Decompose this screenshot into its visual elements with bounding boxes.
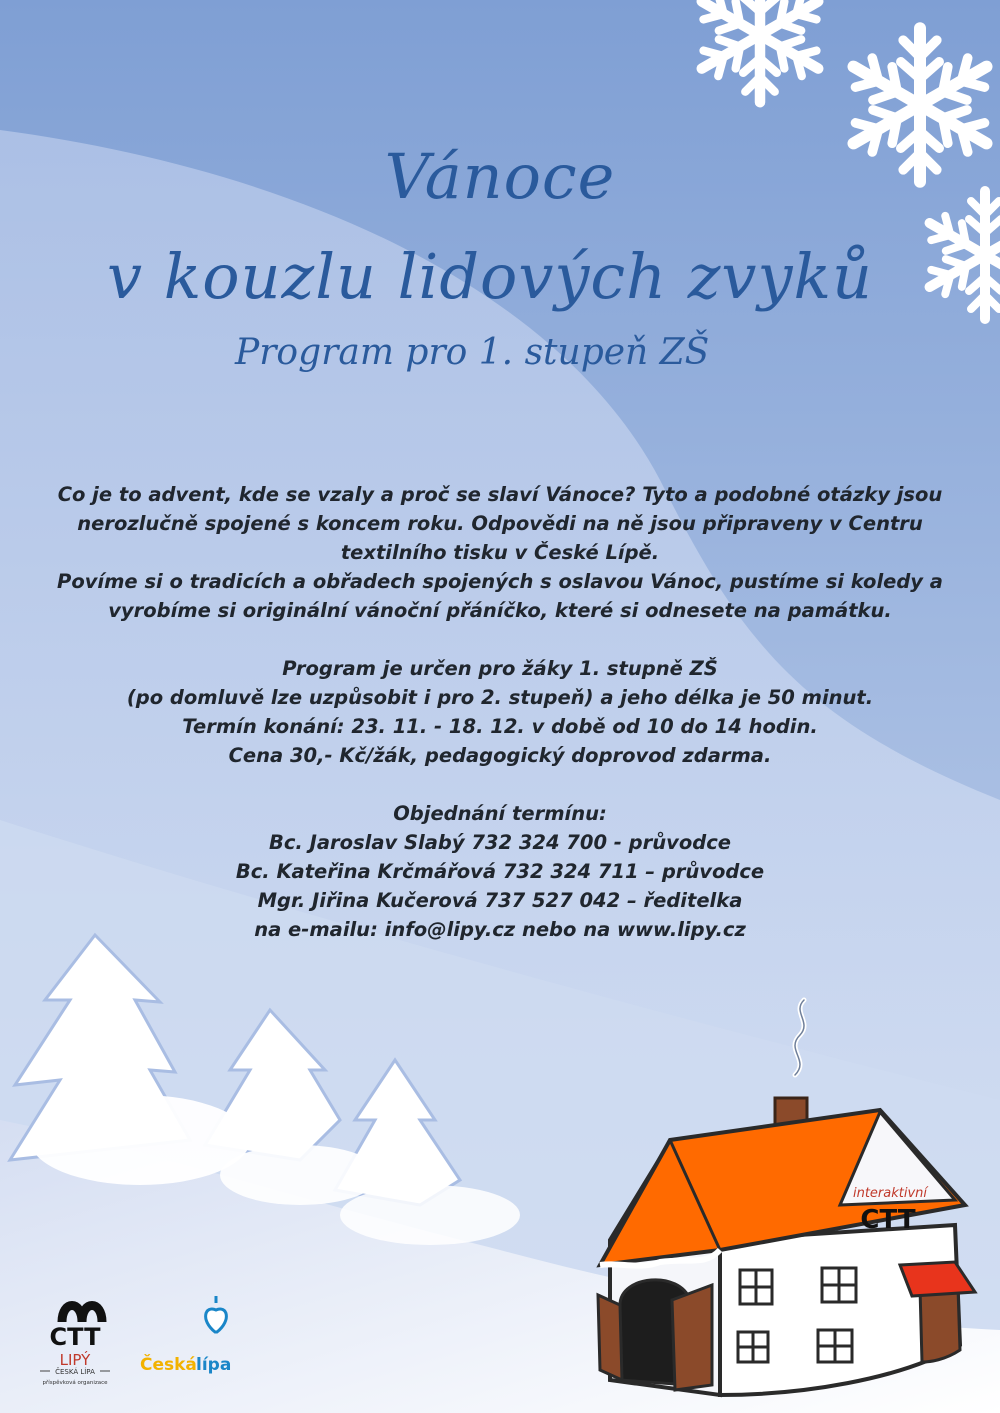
title-line-2: v kouzlu lidových zvyků	[106, 240, 873, 313]
intro-line-4: Povíme si o tradicích a obřadech spojených s oslavou Vánoc, pustíme si koledy a	[57, 570, 943, 593]
contact-email: na e-mailu: info@lipy.cz nebo na www.lipy.cz	[254, 918, 746, 941]
spacer	[20, 770, 980, 799]
intro-line-5: vyrobíme si originální vánoční přáníčko, které si odnesete na památku.	[108, 599, 892, 622]
intro-line-1: Co je to advent, kde se vzaly a proč se slaví Vánoce? Tyto a podobné otázky jsou	[57, 483, 943, 506]
lipy-logo-city: ČESKÁ LÍPA	[55, 1368, 95, 1376]
body-text	[20, 480, 980, 944]
intro-line-3: textilního tisku v České Lípě.	[340, 541, 660, 564]
contact-person-3: Mgr. Jiřina Kučerová 737 527 042 – ředitelka	[257, 889, 743, 912]
house-sign-big: CTT	[860, 1205, 916, 1235]
lipy-logo-org: příspěvková organizace	[42, 1380, 108, 1386]
lipy-logo-name: LIPÝ	[59, 1351, 91, 1369]
spacer	[20, 625, 980, 654]
program-line-4: Cena 30,- Kč/žák, pedagogický doprovod zdarma.	[228, 744, 772, 767]
contact-heading: Objednání termínu:	[393, 802, 607, 825]
intro-line-2: nerozlučně spojené s koncem roku. Odpovědi na ně jsou připraveny v Centru	[77, 512, 923, 535]
contact-person-2: Bc. Kateřina Krčmářová 732 324 711 – průvodce	[235, 860, 765, 883]
ceska-lipa-word2: lípa	[196, 1355, 232, 1375]
subtitle: Program pro 1. stupeň ZŠ	[235, 332, 710, 373]
lipy-logo-ctt: CTT	[49, 1323, 101, 1351]
contact-person-1: Bc. Jaroslav Slabý 732 324 700 - průvodce	[268, 831, 731, 854]
ceska-lipa-word1: Česká	[140, 1355, 197, 1375]
program-line-1: Program je určen pro žáky 1. stupně ZŠ	[282, 657, 718, 680]
title-line-1: Vánoce	[384, 140, 616, 213]
program-line-3: Termín konání: 23. 11. - 18. 12. v době od 10 do 14 hodin.	[182, 715, 818, 738]
program-line-2: (po domluvě lze uzpůsobit i pro 2. stupeň) a jeho délka je 50 minut.	[126, 686, 874, 709]
house-sign-small: interaktivní	[852, 1186, 928, 1201]
